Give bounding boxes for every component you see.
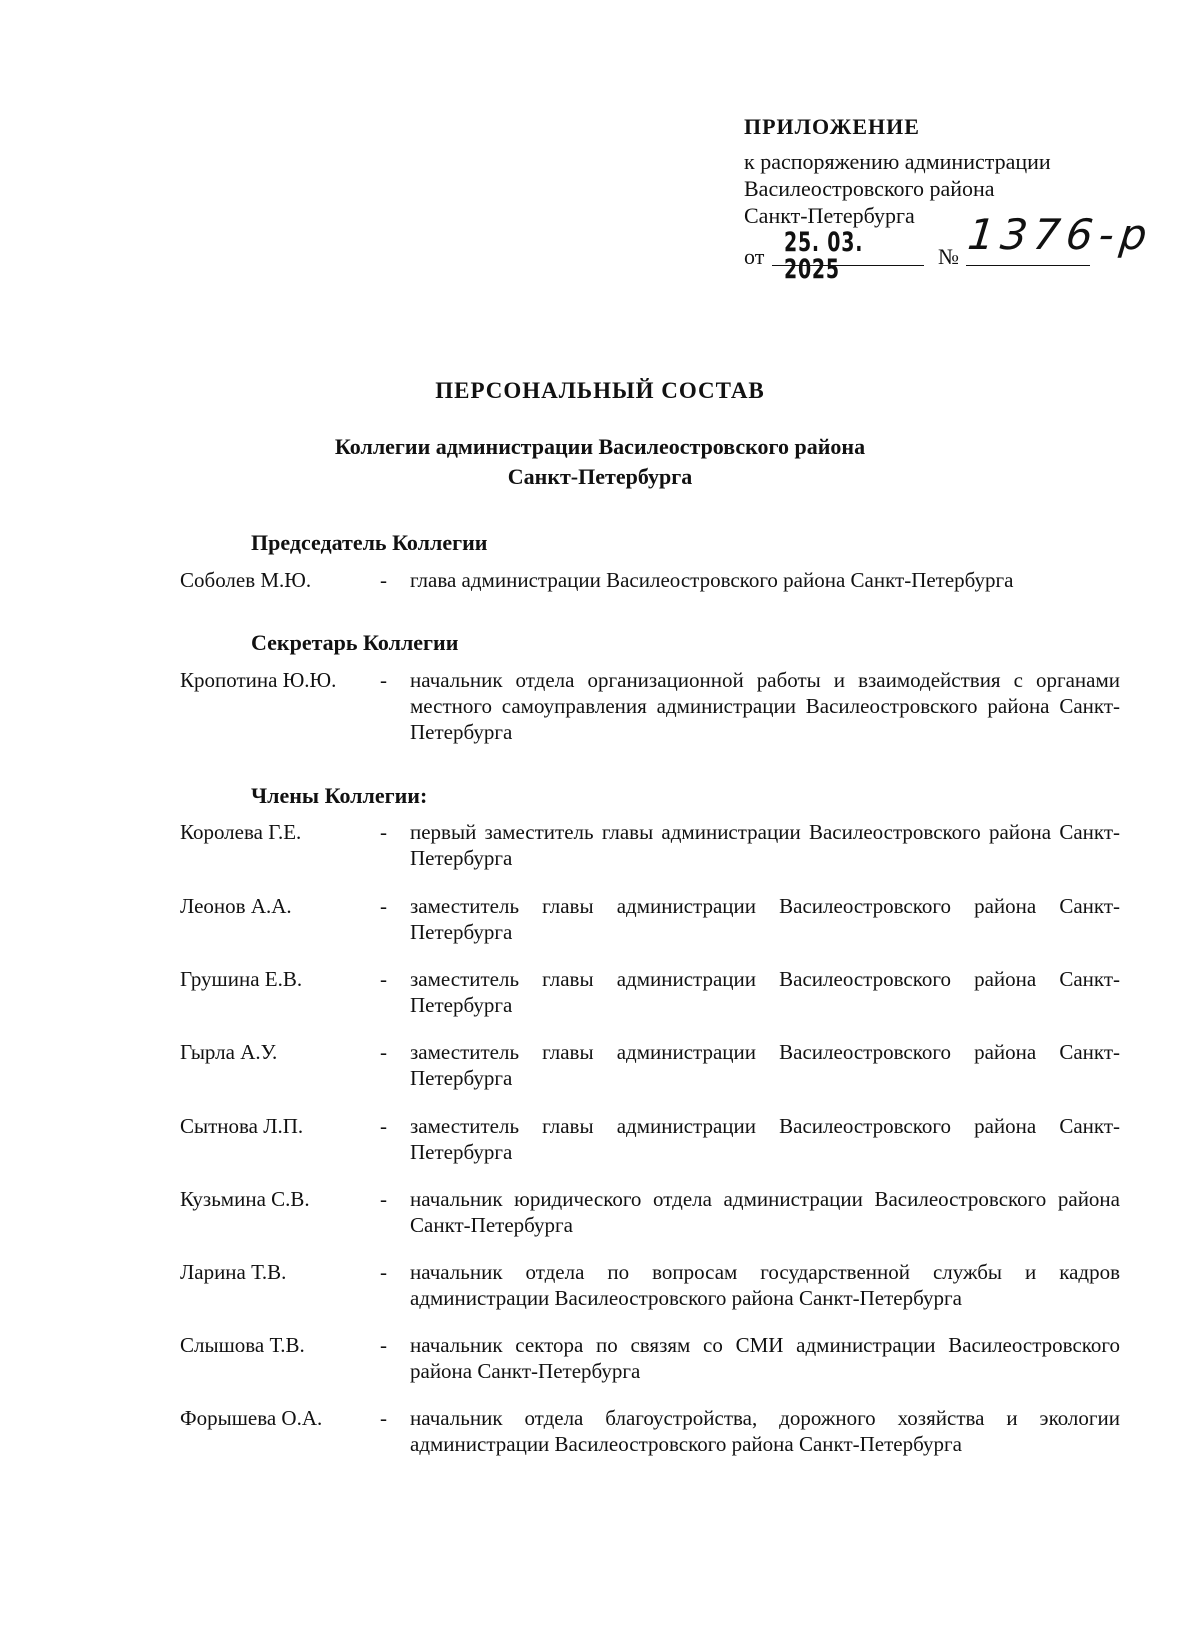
number-label: № xyxy=(938,244,959,269)
date-stamp: 25. 03. 2025 xyxy=(784,227,864,285)
member-dash: - xyxy=(380,820,387,844)
member-dash: - xyxy=(380,668,387,692)
handwritten-number: 1376-р xyxy=(965,210,1156,259)
chairman-heading: Председатель Коллегии xyxy=(251,530,488,555)
member-position: начальник отдела организационной работы и взаимодействия с органами местного самоуправления администрации Василеостровского района Санкт-Петербурга xyxy=(410,668,1120,744)
member-name: Ларина Т.В. xyxy=(180,1260,287,1284)
member-dash: - xyxy=(380,1333,387,1357)
date-field xyxy=(772,227,924,285)
member-name: Грушина Е.В. xyxy=(180,967,303,991)
members-heading: Члены Коллегии: xyxy=(251,783,428,808)
document-title: ПЕРСОНАЛЬНЫЙ СОСТАВ xyxy=(435,378,765,403)
member-name: Леонов А.А. xyxy=(180,894,292,918)
member-dash: - xyxy=(380,1187,387,1211)
member-name: Королева Г.Е. xyxy=(180,820,302,844)
member-position: заместитель главы администрации Василеостровского района Санкт-Петербурга xyxy=(410,1114,1120,1164)
secretary-heading: Секретарь Коллегии xyxy=(251,630,459,655)
member-position: начальник отдела по вопросам государственной службы и кадров администрации Василеостровского района Санкт-Петербурга xyxy=(410,1260,1120,1310)
member-name: Кузьмина С.В. xyxy=(180,1187,310,1211)
appendix-block xyxy=(744,113,1156,285)
member-position: заместитель главы администрации Василеостровского района Санкт-Петербурга xyxy=(410,894,1120,944)
member-dash: - xyxy=(380,967,387,991)
date-prefix: от xyxy=(744,244,765,269)
appendix-line-2: Василеостровского района xyxy=(744,176,995,201)
member-position: начальник сектора по связям со СМИ администрации Василеостровского района Санкт-Петербурга xyxy=(410,1333,1120,1383)
subtitle-line-1: Коллегии администрации Василеостровского района xyxy=(334,434,866,459)
document-subtitle xyxy=(0,432,1200,492)
member-dash: - xyxy=(380,568,387,592)
member-name: Форышева О.А. xyxy=(180,1406,323,1430)
appendix-line-3: Санкт-Петербурга xyxy=(744,203,915,228)
member-name: Гырла А.У. xyxy=(180,1040,278,1064)
subtitle-line-2: Санкт-Петербурга xyxy=(507,464,693,489)
member-position: первый заместитель главы администрации Василеостровского района Санкт-Петербурга xyxy=(410,820,1120,870)
member-position: глава администрации Василеостровского района Санкт-Петербурга xyxy=(410,568,1014,592)
member-dash: - xyxy=(380,1406,387,1430)
member-dash: - xyxy=(380,1114,387,1138)
member-name: Кропотина Ю.Ю. xyxy=(180,668,337,692)
member-position: заместитель главы администрации Василеостровского района Санкт-Петербурга xyxy=(410,1040,1120,1090)
appendix-title: ПРИЛОЖЕНИЕ xyxy=(744,114,920,139)
member-name: Слышова Т.В. xyxy=(180,1333,305,1357)
member-position: начальник юридического отдела администрации Василеостровского района Санкт-Петербурга xyxy=(410,1187,1120,1237)
member-position: заместитель главы администрации Василеостровского района Санкт-Петербурга xyxy=(410,967,1120,1017)
number-field xyxy=(965,210,1156,266)
member-dash: - xyxy=(380,1040,387,1064)
member-name: Сытнова Л.П. xyxy=(180,1114,304,1138)
member-dash: - xyxy=(380,894,387,918)
appendix-line-1: к распоряжению администрации xyxy=(744,149,1051,174)
member-name: Соболев М.Ю. xyxy=(180,568,312,592)
member-dash: - xyxy=(380,1260,387,1284)
member-position: начальник отдела благоустройства, дорожного хозяйства и экологии администрации Василеостровского района Санкт-Петербурга xyxy=(410,1406,1120,1456)
